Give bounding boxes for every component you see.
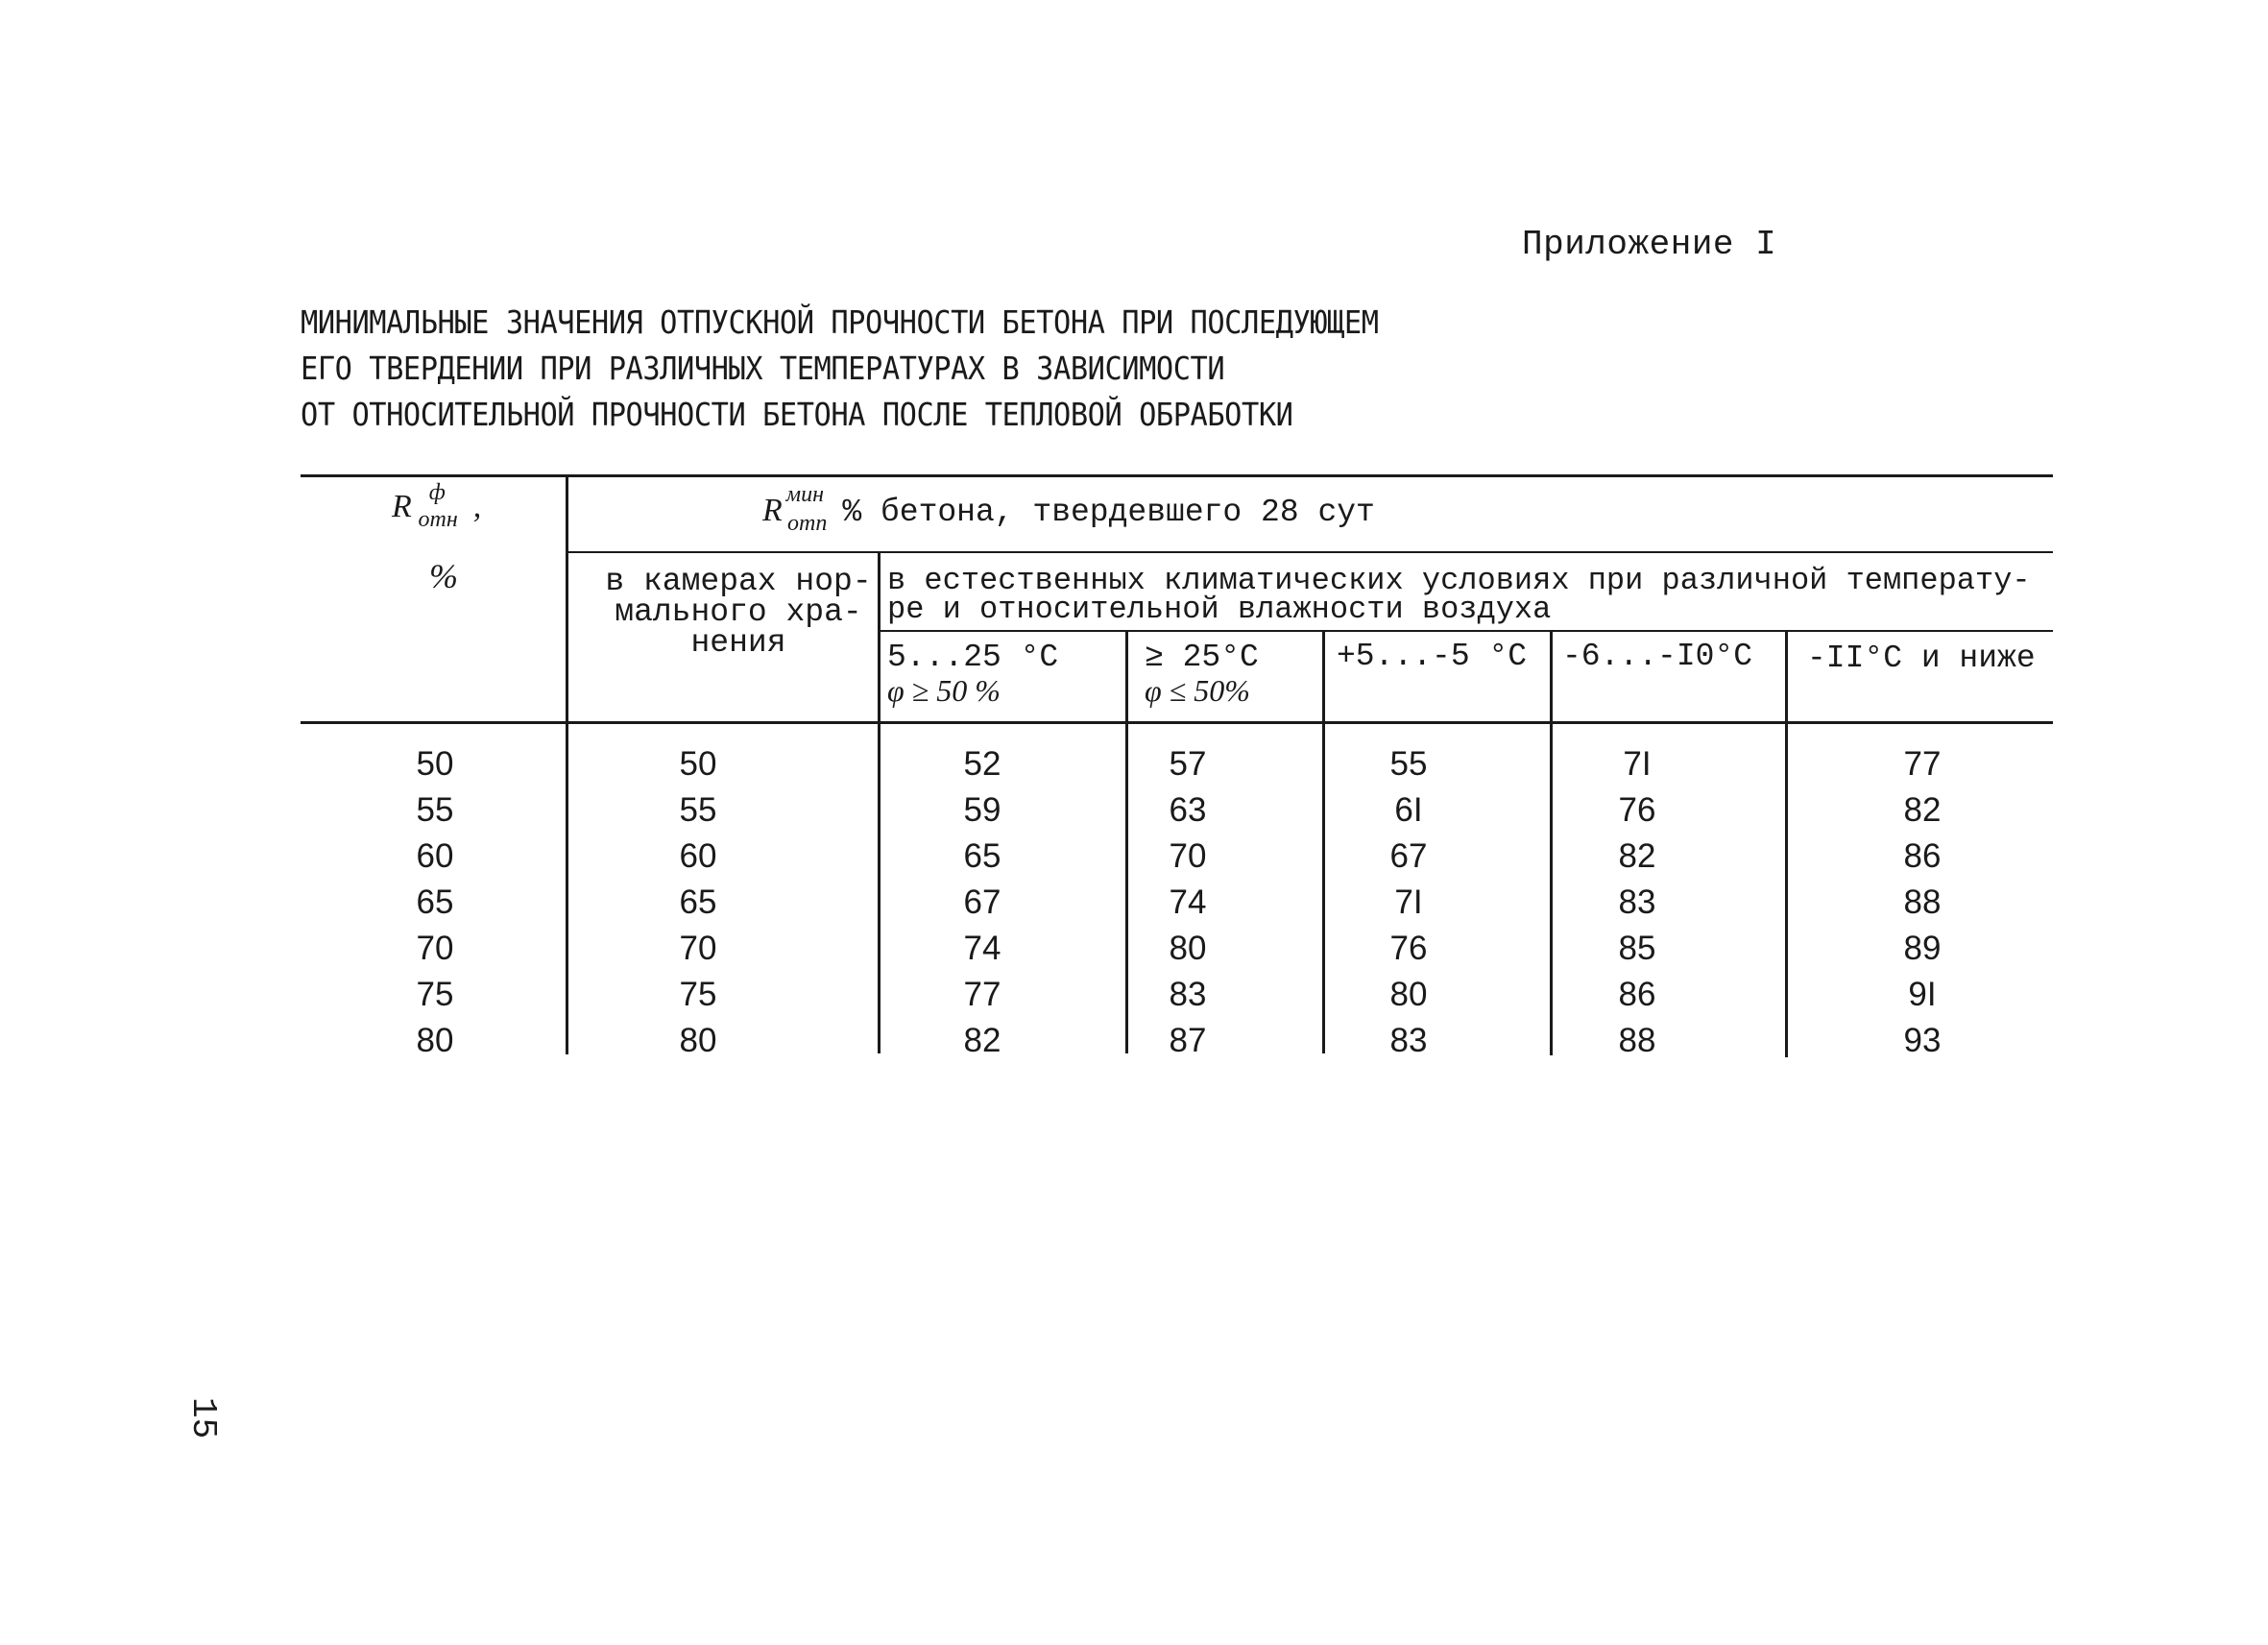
natural-header	[887, 563, 2031, 627]
divider-col2	[878, 552, 881, 1053]
cell-r2-c3: 70	[1169, 837, 1207, 875]
subheader-5: -II°С и ниже	[1807, 641, 2036, 676]
natural-header-line-1: в естественных климатических условиях при различной температу-	[887, 563, 2031, 598]
rmin-symbol: R	[762, 493, 783, 528]
cell-r3-c1: 65	[679, 883, 717, 921]
cell-r4-c4: 76	[1389, 930, 1428, 967]
rmin-subscript: отп	[787, 511, 828, 536]
divider-col6	[1785, 631, 1788, 1057]
subheader-2-line-1: ≥ 25°С	[1145, 640, 1259, 675]
header-bottom-rule	[301, 721, 2053, 724]
cell-r4-c3: 80	[1169, 930, 1207, 967]
cell-r4-c6: 89	[1903, 930, 1942, 967]
cell-r6-c5: 88	[1618, 1022, 1656, 1059]
subheader-3: +5...-5 °С	[1337, 639, 1528, 674]
document-title	[301, 300, 1379, 438]
group-header-rule	[567, 551, 2053, 553]
title-line-2: ЕГО ТВЕРДЕНИИ ПРИ РАЗЛИЧНЫХ ТЕМПЕРАТУРАХ В ЗАВИСИМОСТИ	[301, 350, 1225, 387]
group-header-text: % бетона, твердевшего 28 сут	[842, 495, 1375, 530]
cell-r6-c3: 87	[1169, 1022, 1207, 1059]
cell-r5-c2: 77	[963, 976, 1001, 1013]
rmin-superscript: мин	[785, 482, 825, 507]
divider-col4	[1322, 631, 1325, 1053]
cell-r4-c0: 70	[416, 930, 454, 967]
cell-r2-c2: 65	[963, 837, 1001, 875]
natural-header-line-2: ре и относительной влажности воздуха	[887, 592, 1552, 627]
appendix-label: Приложение I	[1522, 225, 1777, 264]
cell-r2-c6: 86	[1903, 837, 1942, 875]
table-top-rule	[301, 474, 2053, 477]
cell-r1-c3: 63	[1169, 791, 1207, 829]
cell-r5-c6: 9I	[1908, 976, 1937, 1013]
subheader-1	[887, 641, 1058, 707]
col1-header-symbol	[392, 480, 482, 532]
cell-r4-c1: 70	[679, 930, 717, 967]
cell-r1-c5: 76	[1618, 791, 1656, 829]
cell-r0-c4: 55	[1389, 745, 1428, 783]
chamber-header-line-2: мального хра-	[615, 594, 862, 630]
cell-r5-c0: 75	[416, 976, 454, 1013]
title-line-1: МИНИМАЛЬНЫЕ ЗНАЧЕНИЯ ОТПУСКНОЙ ПРОЧНОСТИ БЕТОНА ПРИ ПОСЛЕДУЮЩЕМ	[301, 303, 1379, 341]
cell-r6-c6: 93	[1903, 1022, 1942, 1059]
cell-r3-c5: 83	[1618, 883, 1656, 921]
chamber-header-line-3: нения	[690, 625, 786, 661]
col1-header-unit: %	[429, 557, 458, 595]
cell-r1-c2: 59	[963, 791, 1001, 829]
page-number: 15	[183, 1397, 223, 1439]
cell-r3-c4: 7I	[1394, 883, 1423, 921]
cell-r0-c2: 52	[963, 745, 1001, 783]
cell-r5-c5: 86	[1618, 976, 1656, 1013]
group-header	[762, 482, 1375, 536]
cell-r1-c1: 55	[679, 791, 717, 829]
cell-r0-c0: 50	[416, 745, 454, 783]
cell-r2-c0: 60	[416, 837, 454, 875]
cell-r1-c4: 6I	[1394, 791, 1423, 829]
subheader-2	[1145, 641, 1259, 707]
cell-r3-c6: 88	[1903, 883, 1942, 921]
cell-r2-c5: 82	[1618, 837, 1656, 875]
cell-r0-c5: 7I	[1623, 745, 1652, 783]
cell-r3-c3: 74	[1169, 883, 1207, 921]
subheader-1-line-1: 5...25 °С	[887, 640, 1059, 675]
r-subscript: отн	[418, 507, 458, 532]
r-symbol: R	[392, 489, 412, 524]
divider-col5	[1550, 631, 1553, 1055]
cell-r5-c1: 75	[679, 976, 717, 1013]
divider-col1	[566, 476, 568, 1054]
cell-r6-c0: 80	[416, 1022, 454, 1059]
divider-col3	[1125, 631, 1128, 1053]
subheader-4: -6...-I0°С	[1562, 639, 1753, 674]
cell-r5-c3: 83	[1169, 976, 1207, 1013]
cell-r2-c1: 60	[679, 837, 717, 875]
cell-r1-c0: 55	[416, 791, 454, 829]
cell-r2-c4: 67	[1389, 837, 1428, 875]
cell-r0-c6: 77	[1903, 745, 1942, 783]
cell-r5-c4: 80	[1389, 976, 1428, 1013]
chamber-header-line-1: в камерах нор-	[605, 564, 872, 599]
cell-r3-c2: 67	[963, 883, 1001, 921]
cell-r4-c2: 74	[963, 930, 1001, 967]
title-line-3: ОТ ОТНОСИТЕЛЬНОЙ ПРОЧНОСТИ БЕТОНА ПОСЛЕ ТЕПЛОВОЙ ОБРАБОТКИ	[301, 396, 1293, 433]
r-comma: ,	[472, 489, 482, 524]
subheader-1-line-2: φ ≥ 50 %	[887, 673, 1001, 708]
r-superscript: ф	[428, 480, 446, 505]
cell-r1-c6: 82	[1903, 791, 1942, 829]
cell-r6-c4: 83	[1389, 1022, 1428, 1059]
cell-r6-c1: 80	[679, 1022, 717, 1059]
cell-r4-c5: 85	[1618, 930, 1656, 967]
subheader-rule	[880, 630, 2053, 632]
cell-r6-c2: 82	[963, 1022, 1001, 1059]
cell-r0-c1: 50	[679, 745, 717, 783]
cell-r3-c0: 65	[416, 883, 454, 921]
cell-r0-c3: 57	[1169, 745, 1207, 783]
chamber-header	[603, 564, 874, 661]
subheader-2-line-2: φ ≤ 50%	[1145, 673, 1250, 708]
